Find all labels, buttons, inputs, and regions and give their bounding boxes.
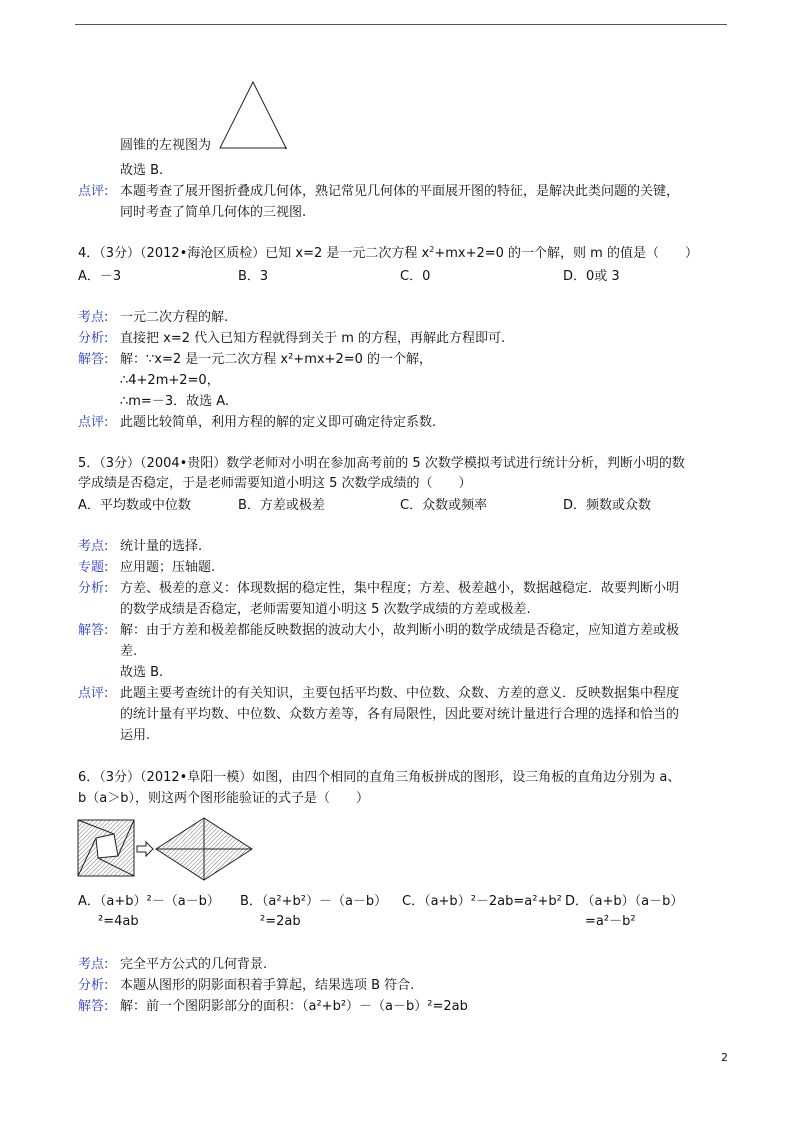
q3-comment-label: 点评: bbox=[78, 184, 109, 199]
q5-dianping-label: 点评: bbox=[78, 686, 109, 701]
q3-answer: 故选 B. bbox=[120, 163, 164, 178]
q4-dianping-label: 点评: bbox=[78, 415, 109, 430]
q6-option-b-line2: ²=2ab bbox=[260, 914, 301, 929]
q4-kaodian-label: 考点: bbox=[78, 310, 109, 325]
q5-jieda-line3: 故选 B. bbox=[120, 665, 164, 680]
q4-option-d: D．0或 3 bbox=[563, 269, 620, 284]
q4-fenxi-label: 分析: bbox=[78, 331, 109, 346]
q5-stem-line2: 学成绩是否稳定，于是老师需要知道小明这 5 次数学成绩的（ ） bbox=[78, 476, 472, 491]
q4-option-a: A．－3 bbox=[78, 269, 122, 284]
q5-zhuanti-label: 专题: bbox=[78, 560, 109, 575]
q5-zhuanti: 应用题；压轴题. bbox=[120, 560, 216, 575]
page-number: 2 bbox=[721, 1051, 728, 1064]
q3-period: . bbox=[284, 138, 289, 153]
q5-kaodian-label: 考点: bbox=[78, 539, 109, 554]
q5-fenxi-line1: 方差、极差的意义：体现数据的稳定性，集中程度；方差、极差越小，数据越稳定．故要判断小明 bbox=[120, 581, 680, 596]
arrow-right-icon bbox=[137, 842, 153, 856]
q6-option-a-line2: ²=4ab bbox=[98, 914, 139, 929]
q5-jieda-line2: 差. bbox=[120, 644, 138, 659]
q5-jieda-label: 解答: bbox=[78, 623, 109, 638]
q6-option-d-line2: =a²－b² bbox=[585, 914, 636, 929]
q4-option-b: B．3 bbox=[238, 269, 269, 284]
q5-option-a: A．平均数或中位数 bbox=[78, 498, 191, 513]
q6-stem-line1: 6．（3分）（2012•阜阳一模）如图，由四个相同的直角三角板拼成的图形，设三角板的直角边分别为 a、 bbox=[78, 770, 681, 785]
q6-option-b-line1: B．（a²+b²）－（a－b） bbox=[240, 894, 388, 909]
q4-jieda-line1: 解：∵x=2 是一元二次方程 x²+mx+2=0 的一个解， bbox=[120, 352, 433, 367]
q6-option-a-line1: A．（a+b）²－（a－b） bbox=[78, 894, 220, 909]
q6-jieda-label: 解答: bbox=[78, 999, 109, 1014]
q5-dianping-line3: 运用. bbox=[120, 728, 151, 743]
q5-dianping-line2: 的统计量有平均数、中位数、众数方差等，各有局限性，因此要对统计量进行合理的选择和恰当的 bbox=[120, 707, 680, 722]
q6-option-c: C．（a+b）²－2ab=a²+b² bbox=[402, 894, 562, 909]
q5-option-b: B．方差或极差 bbox=[238, 498, 325, 513]
q6-fenxi: 本题从图形的阴影面积着手算起，结果选项 B 符合. bbox=[120, 978, 415, 993]
q6-kaodian: 完全平方公式的几何背景. bbox=[120, 957, 268, 972]
q3-comment-line2: 同时考查了简单几何体的三视图. bbox=[120, 205, 307, 220]
q5-option-d: D．频数或众数 bbox=[563, 498, 652, 513]
q5-option-c: C．众数或频率 bbox=[400, 498, 488, 513]
q4-dianping: 此题比较简单，利用方程的解的定义即可确定待定系数. bbox=[120, 415, 437, 430]
cone-left-view-triangle-figure bbox=[218, 80, 288, 150]
q5-kaodian: 统计量的选择. bbox=[120, 539, 203, 554]
q4-stem: 4．（3分）（2012•海沧区质检）已知 x=2 是一元二次方程 $x^2+mx+2=0$ 的一个解，则 m 的值是（ ） bbox=[78, 245, 698, 261]
q4-jieda-label: 解答: bbox=[78, 352, 109, 367]
square-with-four-triangles-diagram bbox=[78, 820, 134, 876]
rhombus-with-four-triangles-diagram bbox=[156, 818, 252, 880]
q4-fenxi: 直接把 x=2 代入已知方程就得到关于 m 的方程，再解此方程即可. bbox=[120, 331, 506, 346]
q5-jieda-line1: 解：由于方差和极差都能反映数据的波动大小，故判断小明的数学成绩是否稳定，应知道方差或极 bbox=[120, 623, 680, 638]
q6-option-d-line1: D．（a+b）（a－b） bbox=[565, 894, 684, 909]
q5-fenxi-line2: 的数学成绩是否稳定，老师需要知道小明这 5 次数学成绩的方差或极差. bbox=[120, 602, 531, 617]
q3-comment-line1: 本题考查了展开图折叠成几何体，熟记常见几何体的平面展开图的特征，是解决此类问题的关键， bbox=[120, 184, 680, 199]
q4-option-c: C．0 bbox=[400, 269, 431, 284]
q4-jieda-line3: ∴m=－3．故选 A. bbox=[120, 394, 230, 409]
q5-dianping-line1: 此题主要考查统计的有关知识，主要包括平均数、中位数、众数、方差的意义．反映数据集中程度 bbox=[120, 686, 680, 701]
q4-jieda-line2: ∴4+2m+2=0， bbox=[120, 373, 220, 388]
q6-figure bbox=[76, 816, 256, 882]
q6-fenxi-label: 分析: bbox=[78, 978, 109, 993]
q6-stem-line2: b（a＞b），则这两个图形能验证的式子是（ ） bbox=[78, 791, 369, 806]
q4-kaodian: 一元二次方程的解. bbox=[120, 310, 229, 325]
q5-stem-line1: 5．（3分）（2004•贵阳）数学老师对小明在参加高考前的 5 次数学模拟考试进行统计分析，判断小明的数 bbox=[78, 456, 685, 471]
q6-kaodian-label: 考点: bbox=[78, 957, 109, 972]
header-rule bbox=[75, 24, 727, 25]
q6-jieda-line1: 解：前一个图阴影部分的面积：（a²+b²）－（a－b）²=2ab bbox=[120, 999, 468, 1014]
q3-left-view-text: 圆锥的左视图为 bbox=[120, 138, 212, 153]
q5-fenxi-label: 分析: bbox=[78, 581, 109, 596]
